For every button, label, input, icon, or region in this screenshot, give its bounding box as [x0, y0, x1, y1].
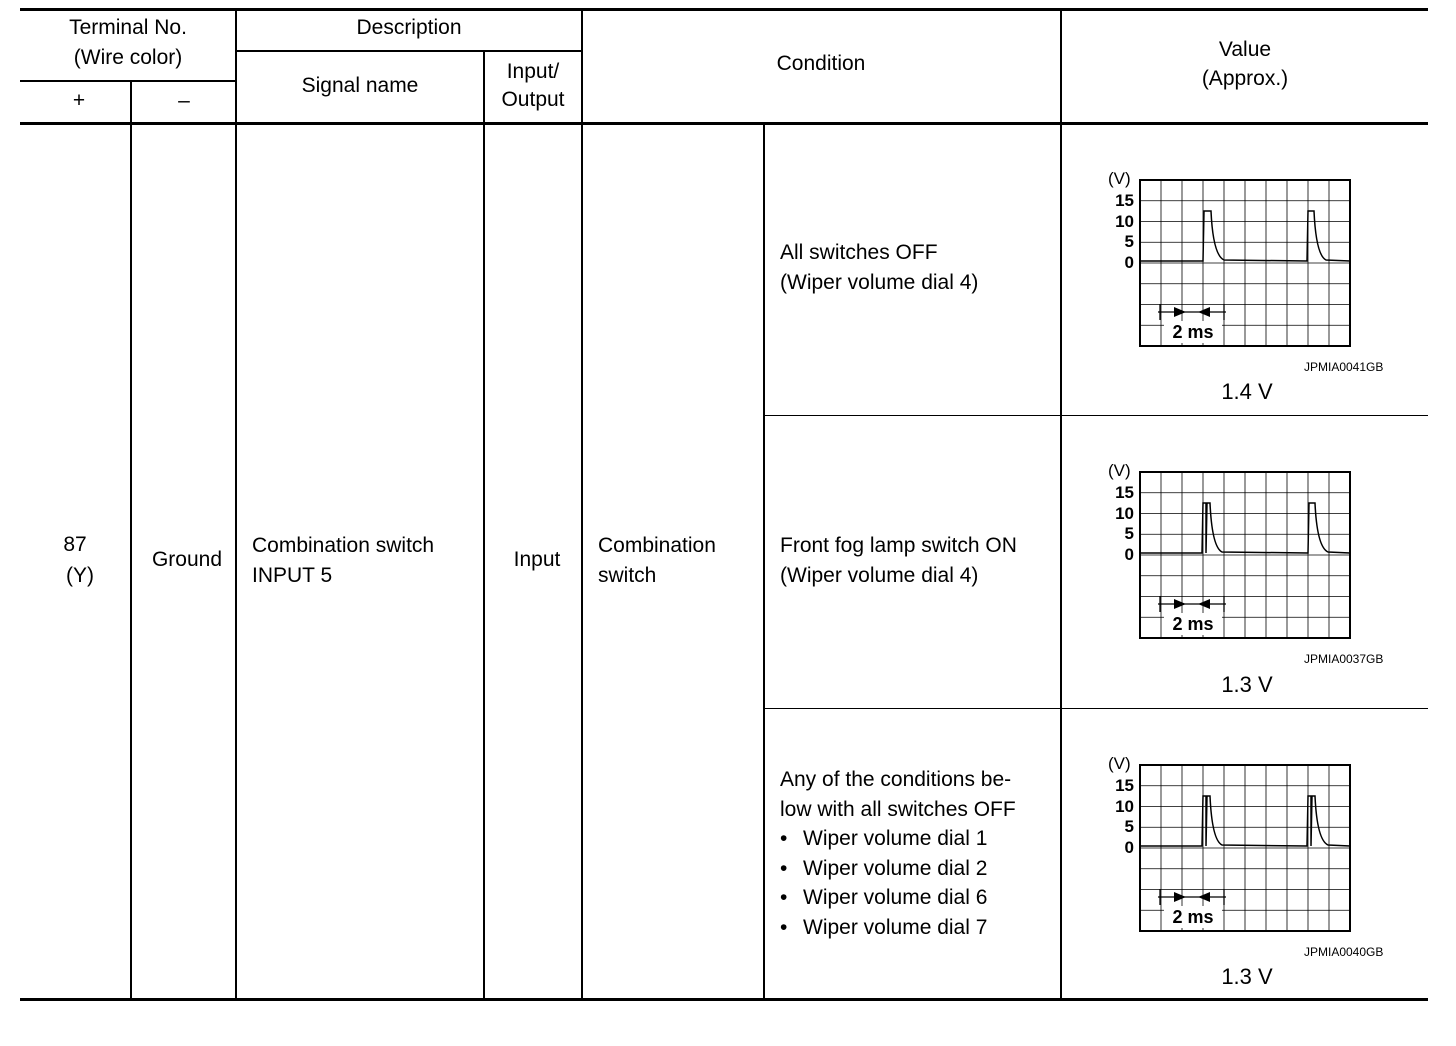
oscilloscope-2-tick-10: 10 [1115, 504, 1134, 523]
description-divider [236, 50, 582, 52]
col-divider-value [1060, 8, 1062, 1000]
value-1: 1.4 V [1221, 379, 1273, 404]
oscilloscope-1 [1100, 165, 1360, 355]
col-divider-minus [235, 8, 237, 1000]
oscilloscope-3-unit: (V) [1108, 754, 1131, 773]
condition-3-bullet-4: • Wiper volume dial 7 [780, 913, 1016, 943]
col-divider-cond [763, 124, 765, 1000]
row-divider-2 [764, 708, 1428, 709]
oscilloscope-1-tick-0: 0 [1124, 253, 1134, 272]
oscilloscope-1-time-div: 2 ms [1172, 322, 1214, 342]
table-bottom-rule [20, 998, 1428, 1001]
col-divider-signal [483, 50, 485, 1000]
oscilloscope-2 [1100, 457, 1360, 647]
signal-name-line1: Combination switch [252, 534, 435, 557]
condition-2 [780, 531, 1017, 590]
image-code-2: JPMIA0037GB [1304, 652, 1384, 666]
oscilloscope-2-time-div: 2 ms [1172, 614, 1214, 634]
terminal-divider [20, 80, 236, 82]
header-plus: + [72, 89, 86, 112]
condition-1 [780, 238, 978, 297]
condition-3-bullet-2: • Wiper volume dial 2 [780, 854, 1016, 884]
condition-3-line2: low with all switches OFF [780, 797, 1016, 821]
condition-group-line2: switch [598, 564, 657, 587]
value-3: 1.3 V [1221, 964, 1273, 989]
terminal-ground: Ground [151, 548, 223, 571]
condition-3-bullet-1: • Wiper volume dial 1 [780, 824, 1016, 854]
oscilloscope-2-tick-0: 0 [1124, 545, 1134, 564]
oscilloscope-2-unit: (V) [1108, 461, 1131, 480]
oscilloscope-3 [1100, 750, 1360, 940]
condition-3-line1: Any of the conditions be- [780, 768, 1012, 791]
table-top-rule [20, 8, 1428, 11]
oscilloscope-3-tick-5: 5 [1124, 817, 1134, 836]
header-signal-name: Signal name [301, 74, 419, 97]
header-description: Description [356, 16, 462, 39]
image-code-3: JPMIA0040GB [1304, 945, 1384, 959]
image-code-1: JPMIA0041GB [1304, 360, 1384, 374]
col-divider-plus [130, 80, 132, 1000]
oscilloscope-2-tick-5: 5 [1124, 524, 1134, 543]
oscilloscope-1-unit: (V) [1108, 169, 1131, 188]
row-divider-1 [764, 415, 1428, 416]
oscilloscope-1-tick-15: 15 [1115, 191, 1134, 210]
value-2: 1.3 V [1221, 672, 1273, 697]
oscilloscope-3-tick-10: 10 [1115, 797, 1134, 816]
oscilloscope-3-time-div: 2 ms [1172, 907, 1214, 927]
condition-2-line2: (Wiper volume dial 4) [780, 563, 979, 587]
condition-group-line1: Combination [598, 534, 716, 557]
condition-3-bullet-3: • Wiper volume dial 6 [780, 883, 1016, 913]
condition-2-line1: Front fog lamp switch ON [780, 534, 1017, 557]
header-approx: (Approx.) [1201, 67, 1289, 90]
oscilloscope-3-tick-0: 0 [1124, 838, 1134, 857]
signal-name-line2: INPUT 5 [252, 564, 333, 587]
oscilloscope-1-tick-10: 10 [1115, 212, 1134, 231]
header-input-output-1: Input/ [506, 60, 560, 83]
condition-3 [780, 765, 1016, 942]
oscilloscope-1-tick-5: 5 [1124, 232, 1134, 251]
signal-io: Input [513, 548, 561, 571]
condition-1-line2: (Wiper volume dial 4) [780, 270, 979, 294]
header-value: Value [1218, 38, 1272, 61]
terminal-number: 87 [63, 533, 87, 556]
header-bottom-rule [20, 122, 1428, 125]
header-input-output-2: Output [501, 88, 565, 111]
header-terminal-no: Terminal No. [69, 16, 187, 39]
condition-1-line1: All switches OFF [780, 241, 938, 264]
header-wire-color: (Wire color) [73, 46, 183, 69]
terminal-wire-color: (Y) [66, 564, 94, 587]
header-condition: Condition [776, 52, 866, 75]
oscilloscope-2-tick-15: 15 [1115, 483, 1134, 502]
col-divider-io [581, 8, 583, 1000]
header-minus: – [178, 89, 190, 112]
oscilloscope-3-tick-15: 15 [1115, 776, 1134, 795]
